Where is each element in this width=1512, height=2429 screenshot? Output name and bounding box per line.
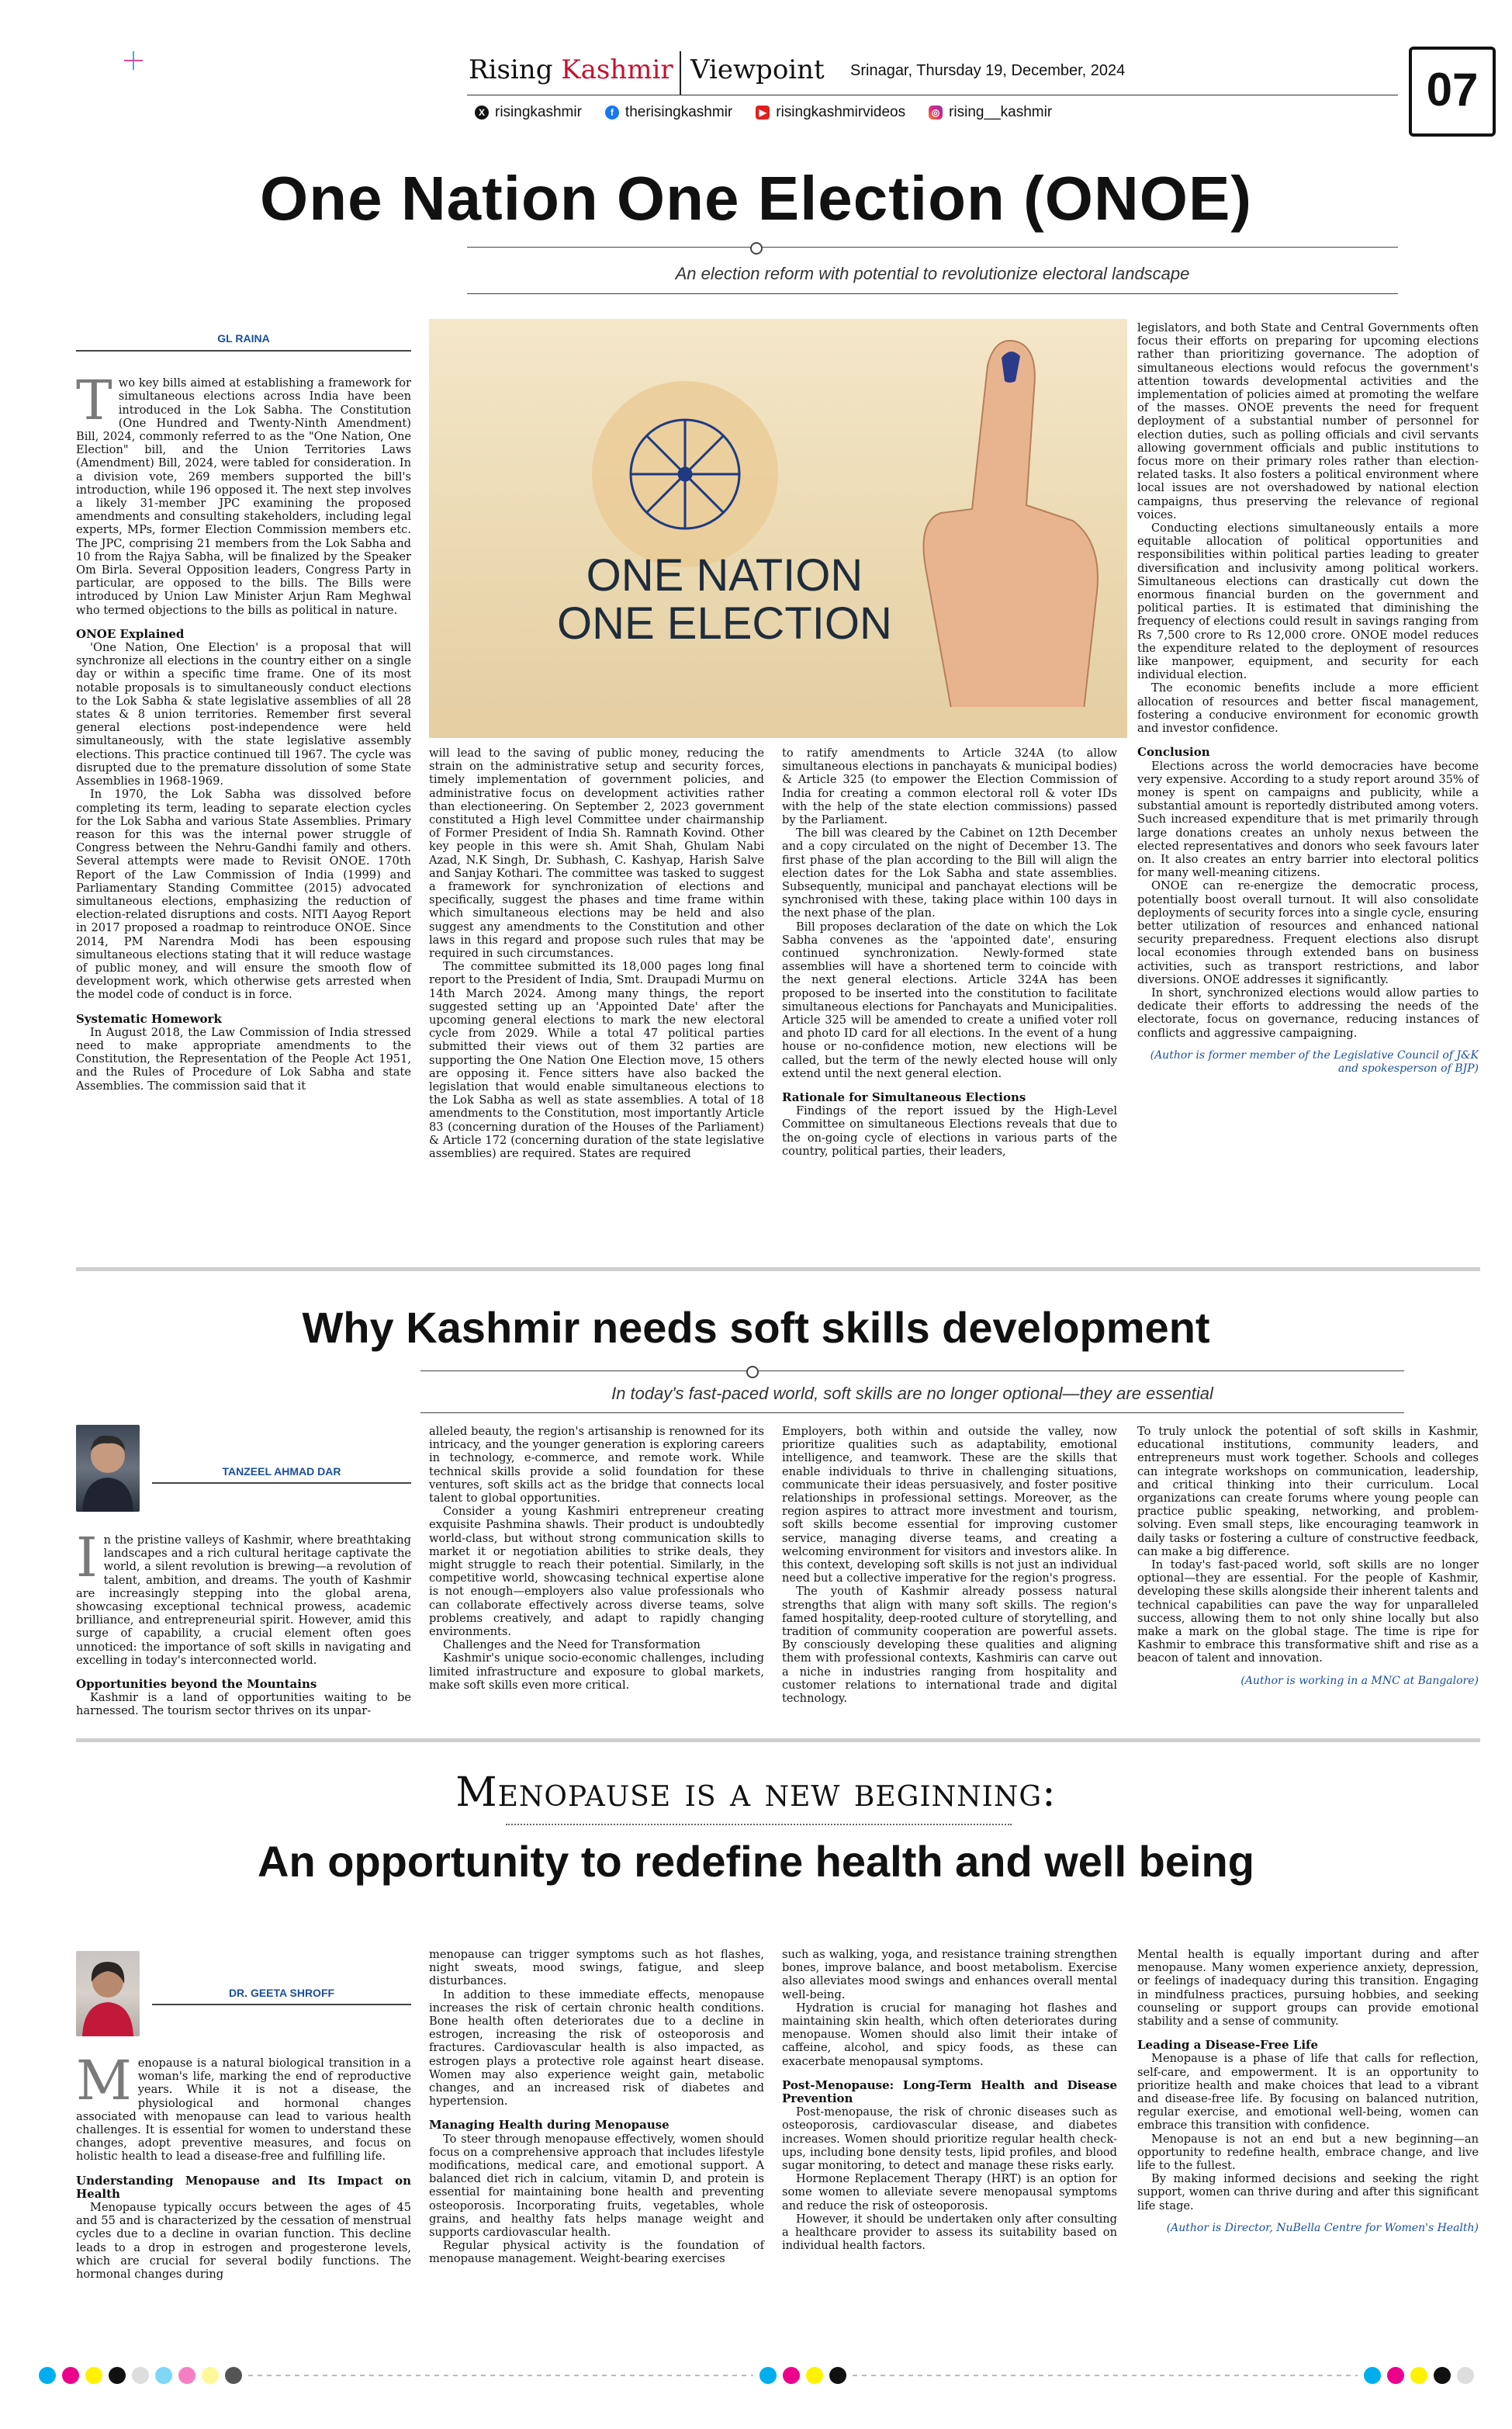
article2-author-credit: (Author is working in a MNC at Bangalore) bbox=[1240, 1674, 1479, 1687]
color-swatch-magenta bbox=[62, 2367, 79, 2384]
article3-byline: DR. GEETA SHROFF bbox=[228, 1987, 335, 1999]
youtube-icon: ▶ bbox=[756, 106, 770, 120]
article2-dropcap: I bbox=[76, 1526, 98, 1589]
color-swatch-light bbox=[1457, 2367, 1474, 2384]
article1-dek-rule-top bbox=[467, 247, 1398, 248]
article1-author-credit: (Author is former member of the Legislative Council of J&K and spokesperson of BJP) bbox=[1150, 1048, 1479, 1075]
article3-dropcap: M bbox=[76, 2049, 132, 2112]
color-swatch-cyan bbox=[155, 2367, 172, 2384]
brand-logo bbox=[469, 54, 673, 85]
color-swatch-black bbox=[225, 2367, 242, 2384]
article3-author-photo bbox=[76, 1951, 140, 2036]
color-swatch-magenta bbox=[178, 2367, 195, 2384]
social-x[interactable]: X risingkashmir bbox=[475, 104, 582, 121]
masthead-divider bbox=[680, 51, 681, 95]
article2-column-2: alleled beauty, the region's artisanship is renowned for its intricacy, and the younger generation is exploring careers in technology, e-commerce, and remote work. While technical skills provide a solid foundation for these ventures, soft skills act as the bridge that connects local talent to global opportunities. Consider a young Kashmiri entrepreneur creating exquisite Pashmina shawls. Their product is undoubtedly world-class, but without strong communication skills to market it or negotiation abilities to strike deals, they might struggle to reach their potential. Similarly, in the competitive world, showcasing technical expertise alone is not enough—employers also value professionals who can collaborate effectively across diverse teams, solve problems creatively, and adapt to rapidly changing environments. Challenges and the Need for Transformation Kashmir's unique socio-economic challenges, including limited infrastructure and exposure to global markets, make soft skills even more critical. bbox=[429, 1425, 764, 1692]
article3-byline-rule bbox=[152, 2004, 411, 2005]
article1-photo bbox=[429, 319, 1127, 738]
article2-column-4: To truly unlock the potential of soft skills in Kashmir, educational institutions, community leaders, and entrepreneurs must work together. Schools and colleges can integrate workshops on communication, leadership, and critical thinking into their curriculum. Local organizations can create forums where young people can practice public speaking, networking, and problem-solving. Even small steps, like encouraging teamwork in daily tasks or fostering a culture of constructive feedback, can make a big difference. In today's fast-paced world, soft skills are no longer optional—they are essential. For the people of Kashmir, developing these skills alongside their inherent talents and technical capabilities can pave the way for unparalleled success, allowing them to not only shine locally but also make a mark on the global stage. The time is ripe for Kashmir to embrace this transformative shift and rise as a beacon of talent and innovation. (Author is working in a MNC at Bangalore) bbox=[1137, 1425, 1479, 1687]
article2-column-1: In the pristine valleys of Kashmir, where breathtaking landscapes and a rich cultural heritage captivate the world, a silent revolution is brewing—a revolution of talent, ambition, and dreams. The youth of Kashmir are increasingly stepping into the global arena, showcasing exceptional technical prowess, academic brilliance, and entrepreneurial spirit. However, amid this surge of capability, a crucial element often goes unnoticed: the importance of soft skills in navigating and excelling in today's interconnected world. Opportunities beyond the Mountains Kashmir is a land of opportunities waiting to be harnessed. The tourism sector thrives on its unpar- bbox=[76, 1526, 411, 1718]
instagram-icon: ◎ bbox=[929, 106, 943, 120]
color-swatch-black bbox=[109, 2367, 126, 2384]
article2-byline: TANZEEL AHMAD DAR bbox=[222, 1465, 341, 1478]
article2-column-3: Employers, both within and outside the valley, now prioritize qualities such as adaptability, emotional intelligence, and teamwork. These are the skills that enable individuals to thrive in challenging situations, communicate their ideas persuasively, and foster positive relationships in professional settings. Moreover, as the region aspires to attract more investment and tourism, soft skills become essential for improving customer service, managing diverse teams, and creating a welcoming environment for visitors and investors alike. In this context, developing soft skills is not just an individual need but a collective imperative for the region's progress. The youth of Kashmir already possess natural strengths that align with many soft skills. The region's famed hospitality, deep-rooted culture of storytelling, and tradition of community cooperation are powerful assets. By consciously developing these qualities and aligning them with professional contexts, Kashmiris can carve out a niche in industries ranging from hospitality and customer relations to international trade and digital technology. bbox=[782, 1425, 1117, 1706]
article2-dek-rule-bottom bbox=[420, 1412, 1404, 1413]
social-facebook[interactable]: f therisingkashmir bbox=[605, 104, 732, 121]
section-divider-2 bbox=[76, 1738, 1480, 1742]
article1-headline: One Nation One Election (ONOE) bbox=[260, 164, 1252, 233]
article1-byline: GL RAINA bbox=[217, 332, 270, 345]
color-swatch-cyan bbox=[759, 2367, 777, 2384]
article1-subhead-onoe-explained: ONOE Explained bbox=[76, 626, 185, 641]
color-swatch-cyan bbox=[39, 2367, 56, 2384]
article3-kicker-underline bbox=[506, 1824, 1012, 1825]
social-youtube[interactable]: ▶ risingkashmirvideos bbox=[756, 104, 905, 121]
article2-dek-ornament bbox=[746, 1366, 759, 1378]
section-divider-1 bbox=[76, 1267, 1480, 1271]
article3-column-4: Mental health is equally important during and after menopause. Many women experience anxiety, depression, or feelings of inadequacy during this transition. Engaging in mindfulness practices, pursuing hobbies, and seeking counseling or support groups can provide emotional stability and a sense of community. Leading a Disease-Free Life Menopause is a phase of life that calls for reflection, self-care, and empowerment. It is an opportunity to prioritize health and make choices that lead to a vibrant and disease-free life. By focusing on balanced nutrition, regular exercise, and emotional well-being, women can embrace this transition with confidence. Menopause is not an end but a new beginning—an opportunity to redefine health, embrace change, and live life to the fullest. By making informed decisions and seeking the right support, women can thrive during and after this significant life stage. (Author is Director, NuBella Centre for Women's Health) bbox=[1137, 1948, 1479, 2234]
color-swatch-yellow bbox=[806, 2367, 823, 2384]
article3-author-credit: (Author is Director, NuBella Centre for Women's Health) bbox=[1166, 2221, 1479, 2234]
article3-kicker: Menopause is a new beginning: bbox=[455, 1769, 1057, 1816]
article2-dek-rule-top bbox=[420, 1370, 1404, 1371]
photo-caption-title: ONE NATION ONE ELECTION bbox=[557, 550, 892, 649]
color-swatch-light bbox=[132, 2367, 149, 2384]
byline-rule bbox=[76, 350, 411, 352]
registration-mark-top bbox=[124, 51, 143, 70]
article3-subhead-disease-free: Leading a Disease-Free Life bbox=[1137, 2038, 1319, 2053]
article1-column-1: GL RAINA Two key bills aimed at establishing a framework for simultaneous elections across India have been introduced in the Lok Sabha. The Constitution (One Hundred and Twenty-Ninth Amendment) Bill, 2024, commonly referred to as the "One Nation, One Election" bill, and the Union Territories Laws (Amendment) Bill, 2024, were tabled for consideration. In a division vote, 269 members supported the bill's introduction, while 196 opposed it. The next step involves a likely 31-member JPC examining the proposed amendments and consulting stakeholders, including legal experts, MPs, former Election Commission members etc. The JPC, comprising 21 members from the Lok Sabha and 10 from the Rajya Sabha, will be finalized by the Speaker Om Birla. Several Opposition leaders, Congress Party in particular, are opposed to the bills. The Bills were introduced by Union Law Minister Arjun Ram Meghwal who termed objections to the bills as political in nature. ONOE Explained 'One Nation, One Election' is a proposal that will synchronize all elections in the country either on a single day or within a specific time frame. One of its most notable proposals is to simultaneously conduct elections to the Lok Sabha & state legislative assemblies of all 28 states & 8 union territories. Remember first several general elections post-independence were held simultaneously, with the state legislative assembly elections. This practice continued till 1967. The cycle was disrupted due to the premature dissolution of some State Assemblies in 1968-1969. In 1970, the Lok Sabha was dissolved before completing its term, leading to separate election cycles for the Lok Sabha and various State Assemblies. Primary reason for this was the internal power struggle of Congress between the Nehru-Gandhi family and others. Several attempts were made to Revisit ONOE. 170th Report of the Law Commission of India (1999) and Parliamentary Standing Committee (2015) advocated simultaneous elections, emphasizing the reduction of election-related disruptions and costs. NITI Aayog Report in 2017 proposed a roadmap to reintroduce ONOE. Since 2014, PM Narendra Modi has been espousing simultaneous elections stating that it will reduce wastage of public money, and will ensure the smooth flow of development work, which otherwise gets arrested when the model code of conduct is in force. Systematic Homework In August 2018, the Law Commission of India stressed need to make appropriate amendments to the Constitution, the Representation of the People Act 1951, and the Rules of Procedure of Lok Sabha and state Assemblies. The commission said that it bbox=[76, 332, 411, 1093]
color-bar-dotted-line bbox=[248, 2375, 753, 2376]
article2-dek: In today's fast-paced world, soft skills are no longer optional—they are essential bbox=[611, 1384, 1213, 1403]
x-icon: X bbox=[475, 106, 489, 120]
brand-name-part2: Kashmir bbox=[561, 54, 673, 85]
article3-headline: An opportunity to redefine health and well being bbox=[258, 1837, 1254, 1886]
color-swatch-magenta bbox=[783, 2367, 800, 2384]
social-instagram[interactable]: ◎ rising__kashmir bbox=[929, 104, 1052, 121]
color-swatch-black bbox=[1434, 2367, 1451, 2384]
page-number: 07 bbox=[1409, 47, 1496, 137]
article2-author-photo bbox=[76, 1425, 140, 1512]
article1-column-2: will lead to the saving of public money, reducing the strain on the administrative setup and security forces, timely implementation of government policies, and administrative focus on development activities rather than electioneering. On September 2, 2023 government constituted a High level Committee under chairmanship of Former President of India Sh. Ramnath Kovind. Other key people in this were sh. Amit Shah, Ghulam Nabi Azad, N.K Singh, Dr. Subhash, C. Kashyap, Harish Salve and Sanjay Kothari. The committee was tasked to suggest a framework for synchronization of elections and specifically, suggest the phases and time frame within which simultaneous elections may be held and also suggest any amendments to the Constitution and other laws in this regard and propose such rules that may be required in such circumstances. The committee submitted its 18,000 pages long final report to the President of India, Smt. Draupadi Murmu on 14th March 2024. Among many things, the report suggested setting up an 'Appointed Date' after the upcoming general elections to mark the new electoral cycle from 2029. While a total 47 political parties submitted their views out of them 32 parties are supporting the One Nation One Election move, 15 others are opposing it. Fence sitters have also backed the legislation that would enable simultaneous elections to the Lok Sabha as well as state assemblies. A total of 18 amendments to the Constitution, most importantly Article 83 (concerning duration of the Houses of the Parliament) & Article 172 (concerning duration of the state legislative assemblies) are required. States are required bbox=[429, 747, 764, 1161]
color-swatch-yellow bbox=[1410, 2367, 1427, 2384]
facebook-icon: f bbox=[605, 106, 619, 120]
article1-subhead-conclusion: Conclusion bbox=[1137, 745, 1210, 760]
article1-dek: An election reform with potential to revolutionize electoral landscape bbox=[675, 264, 1190, 283]
section-name: Viewpoint bbox=[690, 54, 825, 85]
article1-subhead-rationale: Rationale for Simultaneous Elections bbox=[782, 1090, 1026, 1105]
author-portrait-icon bbox=[76, 1951, 140, 2036]
article2-byline-rule bbox=[152, 1482, 411, 1484]
article1-column-4: legislators, and both State and Central Governments often focus their efforts on preparing for upcoming elections rather than prioritizing governance. The adoption of simultaneous elections would refocus the government's attention towards developmental activities and the implementation of policies aimed at promoting the welfare of the masses. ONOE prevents the need for frequent deployment of a substantial number of personnel for election duties, such as polling officials and civil servants allowing government officials and public institutions to focus more on their primary roles rather than election-related tasks. It also fosters a political environment where local issues are not overshadowed by national election campaigns, thus preserving the relevance of regional voices. Conducting elections simultaneously entails a more equitable allocation of political opportunities and responsibilities within political parties leading to greater diversification and inclusivity among political workers. Simultaneous elections can drastically cut down the enormous financial burden on the government and political parties. It is estimated that diminishing the frequency of elections could result in savings ranging from Rs 7,500 crore to Rs 12,000 crore. ONOE model reduces the expenditure related to the deployment of resources like manpower, equipment, and security for each individual election. The economic benefits include a more efficient allocation of resources and better fiscal management, fostering a conducive environment for economic growth and investor confidence. Conclusion Elections across the world democracies have become very expensive. According to a study report around 35% of money is spent on campaigns and publicity, while a substantial amount is reportedly distributed among voters. Such increased expenditure that is met primarily through large donations creates an unholy nexus between the elected representatives and donors who seek favours later on. It also creates an entry barrier into electoral politics for many well-meaning citizens. ONOE can re-energize the democratic process, potentially boost overall turnout. It will also consolidate deployments of security forces into a single cycle, ensuring better utilization of resources and enhanced national security preparedness. Frequent elections also disrupt local economies through extended bans on business activities, such as transport restrictions, and labor diversions. ONOE addresses it significantly. In short, synchronized elections would allow parties to dedicate their efforts to addressing the needs of the electorate, focus on governance, reducing instances of conflicts and aggressive campaigning. (Author is former member of the Legislative Council of J&K and spokesperson of BJP) bbox=[1137, 321, 1479, 1075]
color-swatch-black bbox=[829, 2367, 846, 2384]
one-nation-one-election-illustration bbox=[429, 319, 1127, 738]
article3-subhead-understanding: Understanding Menopause and Its Impact on Health bbox=[76, 2173, 411, 2201]
article1-dropcap: T bbox=[76, 369, 112, 433]
social-links bbox=[475, 104, 1052, 121]
article2-headline: Why Kashmir needs soft skills development bbox=[302, 1303, 1210, 1352]
author-portrait-icon bbox=[76, 1425, 140, 1512]
color-bar-dotted-line bbox=[853, 2375, 1358, 2376]
color-swatch-yellow bbox=[85, 2367, 102, 2384]
article2-subhead-opportunities: Opportunities beyond the Mountains bbox=[76, 1677, 317, 1692]
article1-subhead-systematic-homework: Systematic Homework bbox=[76, 1011, 222, 1026]
article1-column-3: to ratify amendments to Article 324A (to allow simultaneous elections in panchayats & municipal bodies) & Article 325 (to empower the Election Commission of India for creating a common electoral roll & voter IDs with the help of the state election commissions) passed by the Parliament. The bill was cleared by the Cabinet on 12th December and a copy circulated on the night of December 13. The first phase of the plan according to the Bill will align the election dates for the Lok Sabha and state assemblies. Subsequently, municipal and panchayat elections will be synchronised with these, taking place within 100 days in the next phase of the plan. Bill proposes declaration of the date on which the Lok Sabha convenes as the 'appointed date', ensuring continued synchronization. Newly-formed state assemblies will have a shortened term to coincide with the next general elections. Article 324A has been proposed to be inserted into the constitution to facilitate simultaneous elections for Panchayats and Municipalities. Article 325 will be amended to create a unified voter roll and photo ID card for all elections. In the event of a hung house or no-confidence motion, new elections will be called, but the term of the newly elected house will only extend until the next general election. Rationale for Simultaneous Elections Findings of the report issued by the High-Level Committee on simultaneous Elections reveals that due to the on-going cycle of elections in various parts of the country, political parties, their leaders, bbox=[782, 747, 1117, 1158]
article3-subhead-managing: Managing Health during Menopause bbox=[429, 2118, 670, 2133]
article1-dek-rule-bottom bbox=[467, 293, 1398, 294]
brand-name-part1: Rising bbox=[469, 54, 562, 85]
color-swatch-yellow bbox=[202, 2367, 219, 2384]
dateline: Srinagar, Thursday 19, December, 2024 bbox=[850, 62, 1126, 79]
color-swatch-cyan bbox=[1364, 2367, 1381, 2384]
article3-subhead-post-menopause: Post-Menopause: Long-Term Health and Disease Prevention bbox=[782, 2077, 1117, 2106]
color-swatch-magenta bbox=[1387, 2367, 1404, 2384]
article1-dek-ornament bbox=[750, 242, 763, 255]
article3-column-1: Menopause is a natural biological transition in a woman's life, marking the end of reproductive years. While it is not a disease, the physiological and hormonal changes associated with menopause can lead to various health challenges. It is essential for women to understand these changes, adopt preventive measures, and focus on holistic health to lead a disease-free and fulfilling life. Understanding Menopause and Its Impact on Health Menopause typically occurs between the ages of 45 and 55 and is characterized by the cessation of menstrual cycles due to a decline in ovarian function. This decline leads to a drop in estrogen and progesterone levels, which are crucial for several bodily functions. The hormonal changes during bbox=[76, 2049, 411, 2282]
article3-column-3: such as walking, yoga, and resistance training strengthen bones, improve balance, and boost metabolism. Exercise also alleviates mood swings and enhances overall mental well-being. Hydration is crucial for managing hot flashes and maintaining skin health, which often deteriorates during menopause. Women should also limit their intake of caffeine, alcohol, and spicy foods, as these can exacerbate menopausal symptoms. Post-Menopause: Long-Term Health and Disease Prevention Post-menopause, the risk of chronic diseases such as osteoporosis, cardiovascular disease, and diabetes increases. Women should prioritize regular health check-ups, including bone density tests, lipid profiles, and blood sugar monitoring, to detect and manage these risks early. Hormone Replacement Therapy (HRT) is an option for some women to alleviate severe menopausal symptoms and reduce the risk of osteoporosis. However, it should be undertaken only after consulting a healthcare provider to assess its suitability based on individual health factors. bbox=[782, 1948, 1117, 2253]
article3-column-2: menopause can trigger symptoms such as hot flashes, night sweats, mood swings, fatigue, and sleep disturbances. In addition to these immediate effects, menopause increases the risk of certain chronic health conditions. Bone health often deteriorates due to a decline in estrogen, increasing the risk of osteoporosis and fractures. Cardiovascular health is also impacted, as estrogen plays a protective role against heart disease. Women may also experience weight gain, metabolic changes, and an increased risk of diabetes and hypertension. Managing Health during Menopause To steer through menopause effectively, women should focus on a comprehensive approach that includes lifestyle modifications, medical care, and emotional support. A balanced diet rich in calcium, vitamin D, and protein is essential for maintaining bone health and preventing osteoporosis. Incorporating fruits, vegetables, whole grains, and healthy fats helps manage weight and supports cardiovascular health. Regular physical activity is the foundation of menopause management. Weight-bearing exercises bbox=[429, 1948, 764, 2266]
printer-color-bar bbox=[39, 2364, 1474, 2387]
